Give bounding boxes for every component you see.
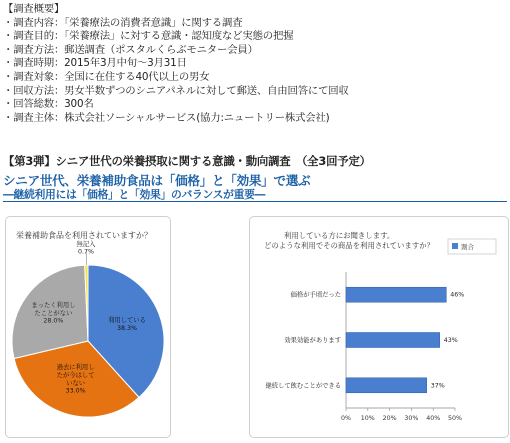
pie-slice-label: 無記入 0.7% (76, 240, 96, 256)
bar-chart-title-line-2: どのような利用でその商品を利用されていますか？ (264, 241, 434, 250)
pie-chart-title: 栄養補助食品を利用されていますか？ (16, 231, 152, 240)
summary-content: ・調査内容：「栄養療法の消費者意識」に関する調査 (3, 16, 243, 29)
pie-slice-label: 過去に利用したが今はしていない 33.0% (56, 364, 95, 395)
bar-category-label: 継続して飲むことができる (265, 382, 341, 390)
x-tick-label: 20% (382, 415, 397, 422)
bar-chart-panel (249, 216, 509, 438)
bar-chart-title-line-1: 利用している方にお聞きします。 (284, 231, 395, 240)
x-tick-label: 30% (404, 415, 419, 422)
x-tick-label: 10% (360, 415, 375, 422)
legend-swatch (452, 243, 458, 249)
pie-chart-panel (5, 216, 171, 438)
summary-organizer: ・調査主体：株式会社ソーシャルサービス(協力:ニュートリー株式会社) (3, 111, 330, 124)
bar (346, 287, 446, 302)
pie-chart (6, 217, 170, 437)
pie-slice-label: 利用している 38.3% (108, 317, 146, 332)
bar-value-label: 46% (450, 291, 465, 299)
x-tick-label: 0% (341, 415, 351, 422)
bar-category-label: 価格が手頃だった (290, 291, 341, 299)
summary-purpose: ・調査目的：「栄養療法」に対する意識・認知度など実態の把握 (3, 30, 294, 43)
summary-collection: ・回収方法：男女半数ずつのシニアパネルに対して郵送、自由回答にて回収 (3, 84, 349, 97)
bar-category-label: 効果効能があります (284, 337, 341, 344)
article-subheading-2: ―継続利用には「価格」と「効果」のバランスが重要― (3, 188, 266, 201)
bar-value-label: 37% (430, 382, 445, 390)
x-tick-label: 40% (426, 415, 441, 422)
x-tick-label: 50% (448, 415, 462, 422)
summary-target: ・調査対象：全国に在住する40代以上の男女 (3, 70, 210, 83)
summary-title: 【調査概要】 (3, 3, 65, 15)
summary-total: ・回答総数：300名 (3, 98, 94, 111)
survey-heading: 【第3弾】シニア世代の栄養摂取に関する意識・動向調査 （全3回予定） (3, 154, 371, 168)
survey-summary (3, 3, 507, 125)
summary-method: ・調査方法：郵送調査（ポスタルくらぶモニター会員） (3, 43, 258, 56)
bar (346, 378, 427, 393)
pie-slice-label: まったく利用したことがない 28.0% (31, 302, 76, 325)
heading-rule (3, 201, 507, 202)
bar-value-label: 43% (443, 337, 458, 344)
summary-period: ・調査時期：2015年3月中旬～3月31日 (3, 57, 187, 70)
article-subheading: シニア世代、栄養補助食品は「価格」と「効果」で選ぶ (3, 173, 311, 188)
bar-chart (250, 217, 508, 437)
bar (346, 333, 440, 348)
legend-label: 割合 (461, 243, 474, 251)
